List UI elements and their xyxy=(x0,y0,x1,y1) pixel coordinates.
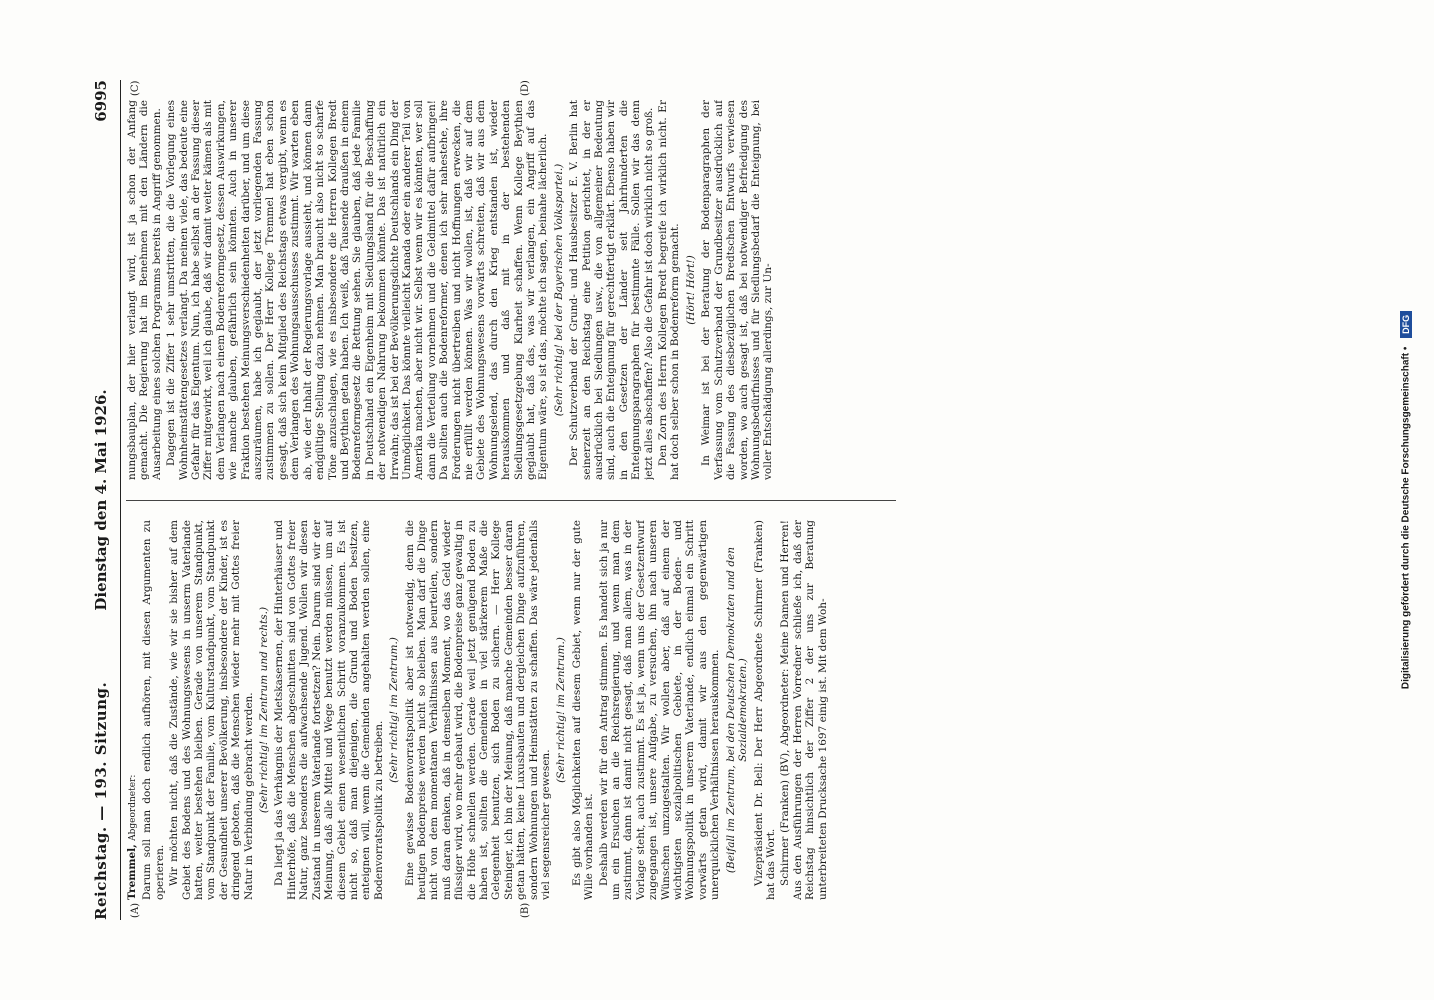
paragraph: Wir möchten nicht, daß die Zustände, wie wir sie bisher auf dem Gebiet des Bodens und des Wohnungswesens in unserm Vaterlande hatten, weiter bestehen bleiben. Gerade von unserem Standpunkt, vom Standpunkt der Familie, vom Kulturstandpunkt, vom Standpunkt der Gesundheit unserer Bevölkerung, insbesondere der Kinder, ist es dringend geboten, daß die Menschen wieder mehr mit Gottes freier Natur in Verbindung gebracht werden. xyxy=(168,520,255,900)
column-rule xyxy=(126,500,896,501)
interjection: (Beifall im Zentrum, bei den Deutschen Demokraten und den Sozialdemokraten.) xyxy=(724,546,750,874)
margin-letter-b: (B) xyxy=(520,902,531,918)
paragraph: Den Zorn des Herrn Kollegen Bredt begreife ich wirklich nicht. Er hat doch selber schon in Bodenreform gemacht. xyxy=(657,100,682,480)
paragraph: In Weimar ist bei der Beratung der Bodenparagraphen der Verfassung vom Schutzverband der Grundbesitzer ausdrücklich auf die Fassung des diesbezüglichen Bredtschen Entwurfs verwiesen worden, wo auch gesagt ist, daß bei notwendiger Befriedigung des Wohnungsbedürfnisses und für Siedlungsbedarf die Enteignung, bei voller Entschädigung allerdings, zur Un- xyxy=(700,100,775,480)
margin-letter-a: (A) xyxy=(130,902,141,918)
header-session: Reichstag. — 193. Sitzung. xyxy=(92,681,110,920)
paragraph: Deshalb werden wir für den Antrag stimmen. Es handelt sich ja nur um ein Ersuchen an die Reichsregierung, und wenn man dem zustimmt, dann ist damit nicht gesagt, daß man allem, was in der Vorlage steht, auch zustimmt. Es ist ja, wenn uns der Gesetzentwurf zugegangen ist, unsere Aufgabe, zu versuchen, ihn nach unseren Wünschen umzugestalten. Wir wollen aber, daß auf einem der wichtigsten sozialpolitischen Gebiete, in der Boden- und Wohnungspolitik in unserem Vaterlande, endlich einmal ein Schritt vorwärts getan wird, damit wir aus den gegenwärtigen unerquicklichen Verhältnissen herauskommen. xyxy=(597,520,722,900)
paragraph: Der Schutzverband der Grund- und Hausbesitzer E. V. Berlin hat seinerzeit an den Reichstag eine Petition gerichtet, in der er ausdrücklich bei Siedlungen usw., die von allgemeiner Bedeutung sind, auch die Enteignung für gerechtfertigt erklärt. Ebenso haben wir in den Gesetzen der Länder seit Jahrhunderten die Enteignungsparagraphen für bestimmte Fälle. Sollen wir das denn jetzt alles abschaffen? Also die Gefahr ist doch wirklich nicht so groß. xyxy=(568,100,655,480)
speaker-line xyxy=(126,520,139,900)
credit-text: Digitalisierung gefördert durch die Deutsche Forschungsgemeinschaft • xyxy=(1400,346,1412,690)
header-rule xyxy=(120,80,121,920)
margin-letter-d: (D) xyxy=(520,80,531,96)
page-header xyxy=(88,80,118,920)
right-column xyxy=(126,100,896,480)
interjection: (Sehr richtig! bei der Bayerischen Volkspartei.) xyxy=(552,163,565,417)
speaker-name: Tremmel, xyxy=(126,844,138,900)
paragraph: Es gibt also Möglichkeiten auf diesem Gebiet, wenn nur der gute Wille vorhanden ist. xyxy=(570,520,596,900)
left-column xyxy=(126,520,896,900)
dfg-logo: DFG xyxy=(1400,311,1412,338)
digitization-credit xyxy=(1400,0,1420,1000)
paragraph: Da liegt ja das Verhängnis der Mietskasernen, der Hinterhäuser und Hinterhöfe, daß die Menschen abgeschnitten sind von Gottes freier Natur, ganz besonders die aufwachsende Jugend. Wollen wir diesen Zustand in unserem Vaterlande fortsetzen? Nein. Darum sind wir der Meinung, daß alle Mittel und Wege benutzt werden müssen, um auf diesem Gebiet einen wesentlichen Schritt voranzukommen. Es ist nicht so, daß man diejenigen, die Grund und Boden besitzen, enteignen will, wenn die Gemeinden angehalten werden sollen, eine Bodenvorratspolitik zu betreiben. xyxy=(273,520,385,900)
paragraph: Schirmer (Franken) (BV), Abgeordneter: Meine Damen und Herren! Aus den Ausführungen der Herren Vorredner schließe ich, daß der Reichstag hinsichtlich der Ziffer 2 der uns zur Beratung unterbreiteten Drucksache 1697 einig ist. Mit dem Woh- xyxy=(779,520,829,900)
speaker-role: Abgeordneter: xyxy=(128,774,138,841)
paragraph: Vizepräsident Dr. Bell: Der Herr Abgeordnete Schirmer (Franken) hat das Wort. xyxy=(752,520,777,900)
interjection: (Sehr richtig! im Zentrum.) xyxy=(555,637,568,783)
paragraph: Darum soll man doch endlich aufhören, mit diesen Argumenten zu operieren. xyxy=(141,520,166,900)
interjection: (Sehr richtig! im Zentrum und rechts.) xyxy=(258,606,271,814)
margin-letter-c: (C) xyxy=(130,80,141,96)
paragraph: Eine gewisse Bodenvorratspolitik aber ist notwendig, denn die heutigen Bodenpreise werden nicht so bleiben. Man darf die Dinge nicht von dem momentanen Verhältnissen aus beurteilen, sondern muß daran denken, daß in demselben Moment, wo das Geld wieder flüssiger wird, wo mehr gebaut wird, die Bodenpreise ganz gewaltig in die Höhe schnellen werden. Gerade weil jetzt genügend Boden zu haben ist, sollten die Gemeinden in viel stärkerem Maße die Gelegenheit benutzen, sich Boden zu sichern. — Herr Kollege Steiniger, ich bin der Meinung, daß manche Gemeinden besser daran getan hätten, keine Luxusbauten und dergleichen Dinge aufzuführen, sondern Wohnungen und Heimstätten zu schaffen. Das wäre jedenfalls viel segensreicher gewesen. xyxy=(403,520,552,900)
interjection: (Hört! Hört!) xyxy=(684,255,697,325)
header-date: Dienstag den 4. Mai 1926. xyxy=(92,389,110,611)
paragraph: Dagegen ist die Ziffer 1 sehr umstritten, die die Vorlegung eines Wohnheimstättengesetzes verlangt. Da meinen viele, das bedeute eine Gefahr für das Eigentum. Nun, ich habe selbst an der Fassung dieser Ziffer mitgewirkt, weil ich glaube, daß wir damit weiter kämen als mit dem Verlangen nach einem Bodenreformgesetz, dessen Auswirkungen, wie manche glauben, gefährlich sein könnten. Auch in unserer Fraktion bestehen Meinungsverschiedenheiten darüber, und um diese auszuräumen, habe ich geglaubt, der jetzt vorliegenden Fassung zustimmen zu sollen. Der Herr Kollege Tremmel hat eben schon gesagt, daß sich kein Mitglied des Reichstags etwas vergibt, wenn es dem Verlangen des Wohnungsausschusses zustimmt. Wir warten eben ab, wie der Inhalt der Regierungsvorlage aussieht, und können dann endgültige Stellung dazu nehmen. Man braucht also nicht so scharfe Töne anzuschlagen, wie es insbesondere die Herren Kollegen Bredt und Beythien getan haben. Ich weiß, daß Tausende draußen in einem Bodenreformgesetz die Rettung sehen. Sie glauben, daß jede Familie in Deutschland ein Eigenheim mit Siedlungsland für die Beschaffung der notwendigen Nahrung bekommen könnte. Das ist natürlich ein Irrwahn; das ist bei der Bevölkerungsdichte Deutschlands ein Ding der Unmöglichkeit. Das könnte vielleicht Kanada oder ein anderer Teil von Amerika machen, aber nicht wir. Selbst wenn wir es könnten, wer soll dann die Verteilung vornehmen und die Geldmittel dafür aufbringen! Da sollten auch die Bodenreformer, denen ich sehr nahestehe, ihre Forderungen nicht übertreiben und nicht Hoffnungen erwecken, die nie erfüllt werden können. Was wir wollen, ist, daß wir auf dem Gebiete des Wohnungswesens vorwärts schreiten, daß wir aus dem Wohnungselend, das durch den Krieg entstanden ist, wieder herauskommen und daß mit in der bestehenden Siedlungsgesetzgebung Klarheit schaffen. Wenn Kollege Beythien geglaubt hat, daß das, was wir verlangen, ein Angriff auf das Eigentum wäre, so ist das, möchte ich sagen, beinahe lächerlich. xyxy=(165,100,550,480)
interjection: (Sehr richtig! im Zentrum.) xyxy=(388,637,401,783)
page-number: 6995 xyxy=(92,80,110,122)
paragraph: nungsbauplan, der hier verlangt wird, ist ja schon der Anfang gemacht. Die Regierung hat im Benehmen mit den Ländern die Ausarbeitung eines solchen Programms bereits in Angriff genommen. xyxy=(126,100,163,480)
